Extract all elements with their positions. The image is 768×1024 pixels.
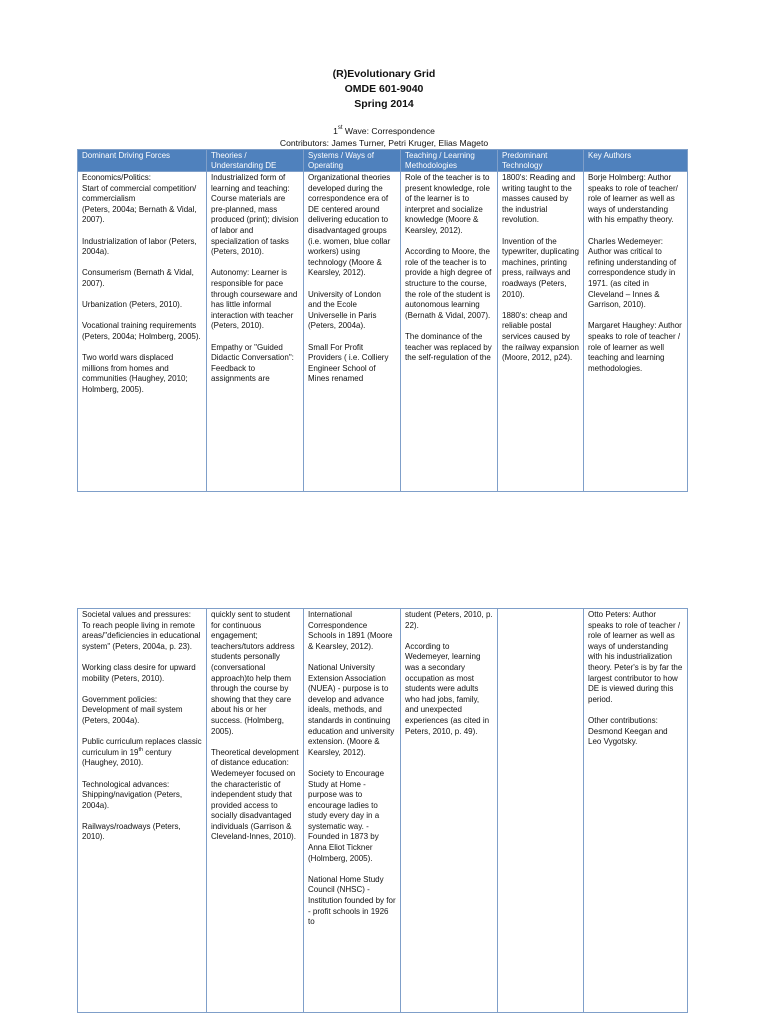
cell-paragraph: According to Wedemeyer, learning was a secondary occupation as most students were adults who had jobs, family, and unexpected experiences (as cited in Peters, 2010, p. 49). [405, 641, 490, 736]
cell-paragraph: Two world wars displaced millions from homes and communities (Haughey, 2010; Holmberg, 2005). [82, 353, 188, 394]
cell-paragraph: Role of the teacher is to present knowledge, role of the learner is to interpret and socialize knowledge (Moore & Kearsley, 2012). [405, 173, 490, 235]
document-title: (R)Evolutionary Grid [332, 68, 436, 80]
cell-paragraph: University of London and the Ecole Universelle in Paris (Peters, 2004a). [308, 289, 381, 331]
header-cell: Teaching / Learning Methodologies [401, 150, 498, 172]
cell-driving-forces [78, 609, 207, 1013]
cell-paragraph: Margaret Haughey: Author speaks to role of teacher / role of learner as well teaching and learning methodologies. [588, 321, 682, 373]
cell-teaching [401, 609, 498, 1013]
cell-paragraph: The dominance of the teacher was replaced by the self-regulation of the [405, 331, 492, 363]
cell-technology [498, 609, 584, 1013]
wave-title: 1st Wave: Correspondence [333, 125, 435, 136]
cell-paragraph: Small For Profit Providers ( i.e. Colliery Engineer School of Mines renamed [308, 342, 389, 384]
cell-paragraph: Empathy or "Guided Didactic Conversation": Feedback to assignments are [211, 342, 294, 384]
header-cell: Theories / Understanding DE [207, 150, 304, 172]
term: Spring 2014 [354, 98, 414, 110]
cell-theories [207, 172, 304, 492]
wave-subtitle [0, 125, 768, 149]
cell-paragraph: International Correspondence Schools in 1891 (Moore & Kearsley, 2012). [308, 610, 393, 651]
header-row [78, 150, 688, 172]
cell-paragraph: According to Moore, the role of the teacher is to provide a high degree of structure to the course, the role of the student is autonomous learning (Bernath & Vidal, 2007). [405, 247, 492, 320]
grid-table-page-2 [77, 608, 688, 1013]
header-cell: Predominant Technology [498, 150, 584, 172]
contributors: Contributors: James Turner, Petri Kruger, Elias Mageto [279, 138, 489, 148]
cell-paragraph: Consumerism (Bernath & Vidal, 2007). [82, 268, 194, 288]
cell-paragraph: Government policies: Development of mail system (Peters, 2004a). [82, 694, 183, 725]
cell-systems [304, 609, 401, 1013]
header-cell: Dominant Driving Forces [78, 150, 207, 172]
cell-paragraph: Public curriculum replaces classic curriculum in 19th century (Haughey, 2010). [82, 737, 202, 768]
cell-paragraph: Theoretical development of distance education: Wedemeyer focused on the characteristic of independent study that provided access to socially disadvantaged individuals (Garrison & Cleveland-Innes, 2010). [211, 747, 299, 842]
cell-paragraph: Organizational theories developed during the correspondence era of DE centered around delivering education to disadvantaged groups (i.e. women, blue collar workers) using technology (Moore & Kearsley, 2012). [308, 173, 391, 278]
cell-paragraph: Industrialized form of learning and teaching: Course materials are pre-planned, mass produced (print); division of labor and specialization of tasks (Peters, 2010). [211, 173, 299, 257]
table-row [78, 609, 688, 1013]
cell-teaching [401, 172, 498, 492]
cell-key-authors [584, 609, 688, 1013]
course-code: OMDE 601-9040 [344, 83, 424, 95]
cell-paragraph: Invention of the typewriter, duplicating machines, printing press, railways and roadways (Peters, 2010). [502, 236, 579, 299]
cell-paragraph: Railways/roadways (Peters, 2010). [82, 821, 181, 842]
cell-paragraph: Society to Encourage Study at Home - purpose was to encourage ladies to study every day in a systematic way. - Founded in 1873 by Anna Eliot Tickner (Holmberg, 2005). [308, 768, 385, 863]
cell-systems [304, 172, 401, 492]
cell-theories [207, 609, 304, 1013]
cell-paragraph: Autonomy: Learner is responsible for pace through courseware and has little informal interaction with teacher (Peters, 2010). [211, 268, 298, 331]
cell-paragraph: Technological advances: Shipping/navigation (Peters, 2004a). [82, 779, 183, 810]
cell-driving-forces [78, 172, 207, 492]
cell-paragraph: 1880's: cheap and reliable postal services caused by the railway expansion (Moore, 2012, p24). [502, 310, 579, 363]
cell-paragraph: Societal values and pressures: To reach people living in remote areas/"deficiencies in educational system" (Peters, 2004a, p. 23). [82, 610, 201, 651]
table-row [78, 172, 688, 492]
cell-paragraph: Other contributions: Desmond Keegan and Leo Vygotsky. [588, 715, 668, 747]
cell-paragraph: National University Extension Association (NUEA) - purpose is to develop and advance ideals, methods, and standards in continuing education and university extension. (Moore & Kearsley, 2012). [308, 662, 395, 757]
cell-paragraph: Vocational training requirements (Peters, 2004a; Holmberg, 2005). [82, 321, 201, 341]
cell-paragraph: quickly sent to student for continuous engagement; teachers/tutors address students personally (conversational approach)to help them through the course by showing that they care about his or her success. (Holmberg, 2005). [211, 610, 295, 736]
cell-technology [498, 172, 584, 492]
document-header [0, 67, 768, 112]
cell-paragraph: Industrialization of labor (Peters, 2004a). [82, 236, 197, 257]
header-cell: Key Authors [584, 150, 688, 172]
cell-paragraph: Borje Holmberg: Author speaks to role of teacher/ role of learner as well as ways of understanding with his empathy theory. [588, 173, 678, 225]
cell-paragraph: 1800's: Reading and writing taught to the masses caused by the industrial revolution. [502, 173, 576, 225]
cell-key-authors [584, 172, 688, 492]
cell-paragraph: Economics/Politics: Start of commercial competition/ commercialism (Peters, 2004a; Bernath & Vidal, 2007). [82, 173, 197, 225]
cell-paragraph: student (Peters, 2010, p. 22). [405, 610, 493, 630]
cell-paragraph: Otto Peters: Author speaks to role of teacher / role of learner as well as ways of understanding with his industrialization theory. Peter's is by far the largest contributor to how DE is viewed during this period. [588, 610, 683, 704]
cell-paragraph: Working class desire for upward mobility (Peters, 2010). [82, 662, 196, 683]
grid-table-page-1 [77, 149, 688, 492]
cell-paragraph: Urbanization (Peters, 2010). [82, 300, 183, 310]
cell-paragraph: Charles Wedemeyer: Author was critical to refining understanding of correspondence study in 1971. (as cited in Cleveland – Innes & Garrison, 2010). [588, 236, 677, 310]
cell-paragraph: National Home Study Council (NHSC) - Institution founded by for - profit schools in 1926 to [308, 874, 396, 927]
header-cell: Systems / Ways of Operating [304, 150, 401, 172]
